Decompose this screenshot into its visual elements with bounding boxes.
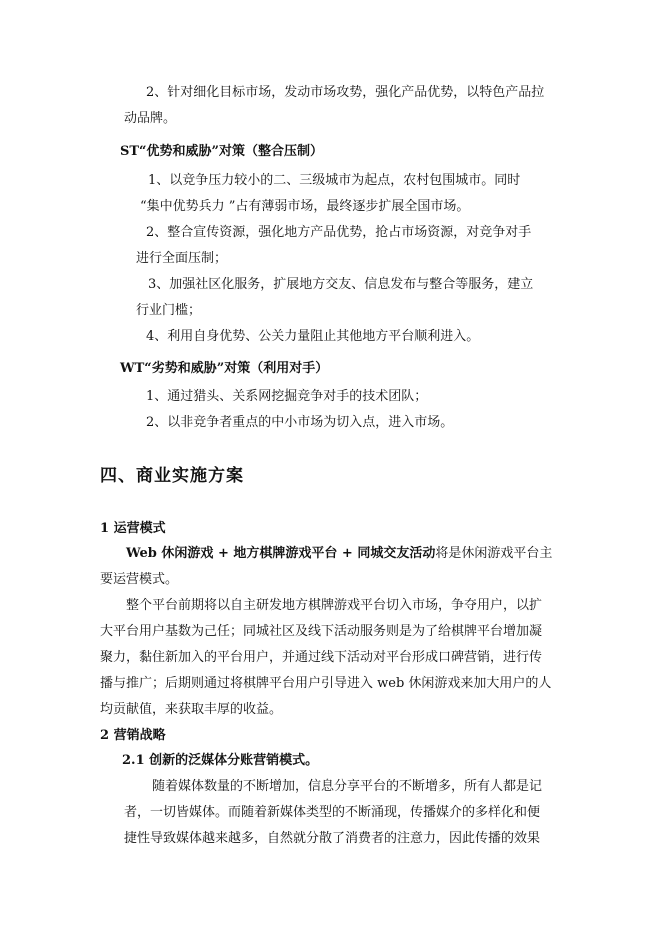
paragraph-line: 4、利用自身优势、公关力量阻止其他地方平台顺利进入。	[146, 329, 480, 344]
chapter-heading: 四、商业实施方案	[100, 466, 244, 486]
paragraph-line: 者，一切皆媒体。而随着新媒体类型的不断涌现，传播媒介的多样化和便	[124, 805, 541, 820]
paragraph-line: 3、加强社区化服务，扩展地方交友、信息发布与整合等服务，建立	[148, 277, 534, 292]
paragraph-line: 聚力，黏住新加入的平台用户，并通过线下活动对平台形成口碑营销，进行传	[100, 650, 543, 665]
subsubsection-heading: 2.1 创新的泛媒体分账营销模式。	[122, 753, 319, 768]
paragraph-line: 2、针对细化目标市场，发动市场攻势，强化产品优势，以特色产品拉	[146, 85, 545, 100]
paragraph-line: 行业门槛；	[136, 303, 202, 318]
subsection-heading-marketing: 2 营销战略	[100, 728, 166, 743]
paragraph-line: 大平台用户基数为己任；同城社区及线下活动服务则是为了给棋牌平台增加凝	[100, 624, 543, 639]
paragraph-line: 播与推广；后期则通过将棋牌平台用户引导进入 web 休闲游戏来加大用户的人	[100, 676, 552, 691]
paragraph-line	[126, 545, 552, 563]
paragraph-line: 1、通过猎头、关系网挖掘竞争对手的技术团队；	[146, 389, 428, 404]
operation-model-bold: Web 休闲游戏 + 地方棋牌游戏平台 + 同城交友活动	[126, 546, 436, 561]
paragraph-line: 2、整合宣传资源，强化地方产品优势，抢占市场资源，对竞争对手	[146, 225, 532, 240]
section-heading-wt: WT“劣势和威胁”对策（利用对手）	[120, 361, 329, 376]
section-heading-st: ST“优势和威胁”对策（整合压制）	[120, 144, 324, 159]
paragraph-line: 动品牌。	[124, 111, 177, 126]
paragraph-line: 1、以竞争压力较小的二、三级城市为起点，农村包围城市。同时	[148, 173, 521, 188]
paragraph-line: 整个平台前期将以自主研发地方棋牌游戏平台切入市场，争夺用户，以扩	[126, 598, 543, 613]
paragraph-line: 随着媒体数量的不断增加，信息分享平台的不断增多，所有人都是记	[152, 779, 543, 794]
paragraph-line: “集中优势兵力 ”占有薄弱市场，最终逐步扩展全国市场。	[140, 199, 470, 214]
operation-model-rest: 将是休闲游戏平台主	[435, 546, 553, 561]
paragraph-line: 捷性导致媒体越来越多，自然就分散了消费者的注意力，因此传播的效果	[124, 831, 541, 846]
paragraph-line: 要运营模式。	[100, 572, 179, 587]
subsection-heading-operation: 1 运营模式	[100, 521, 166, 536]
paragraph-line: 均贡献值，来获取丰厚的收益。	[100, 702, 283, 717]
paragraph-line: 进行全面压制；	[136, 251, 228, 266]
paragraph-line: 2、以非竞争者重点的中小市场为切入点，进入市场。	[146, 415, 454, 430]
